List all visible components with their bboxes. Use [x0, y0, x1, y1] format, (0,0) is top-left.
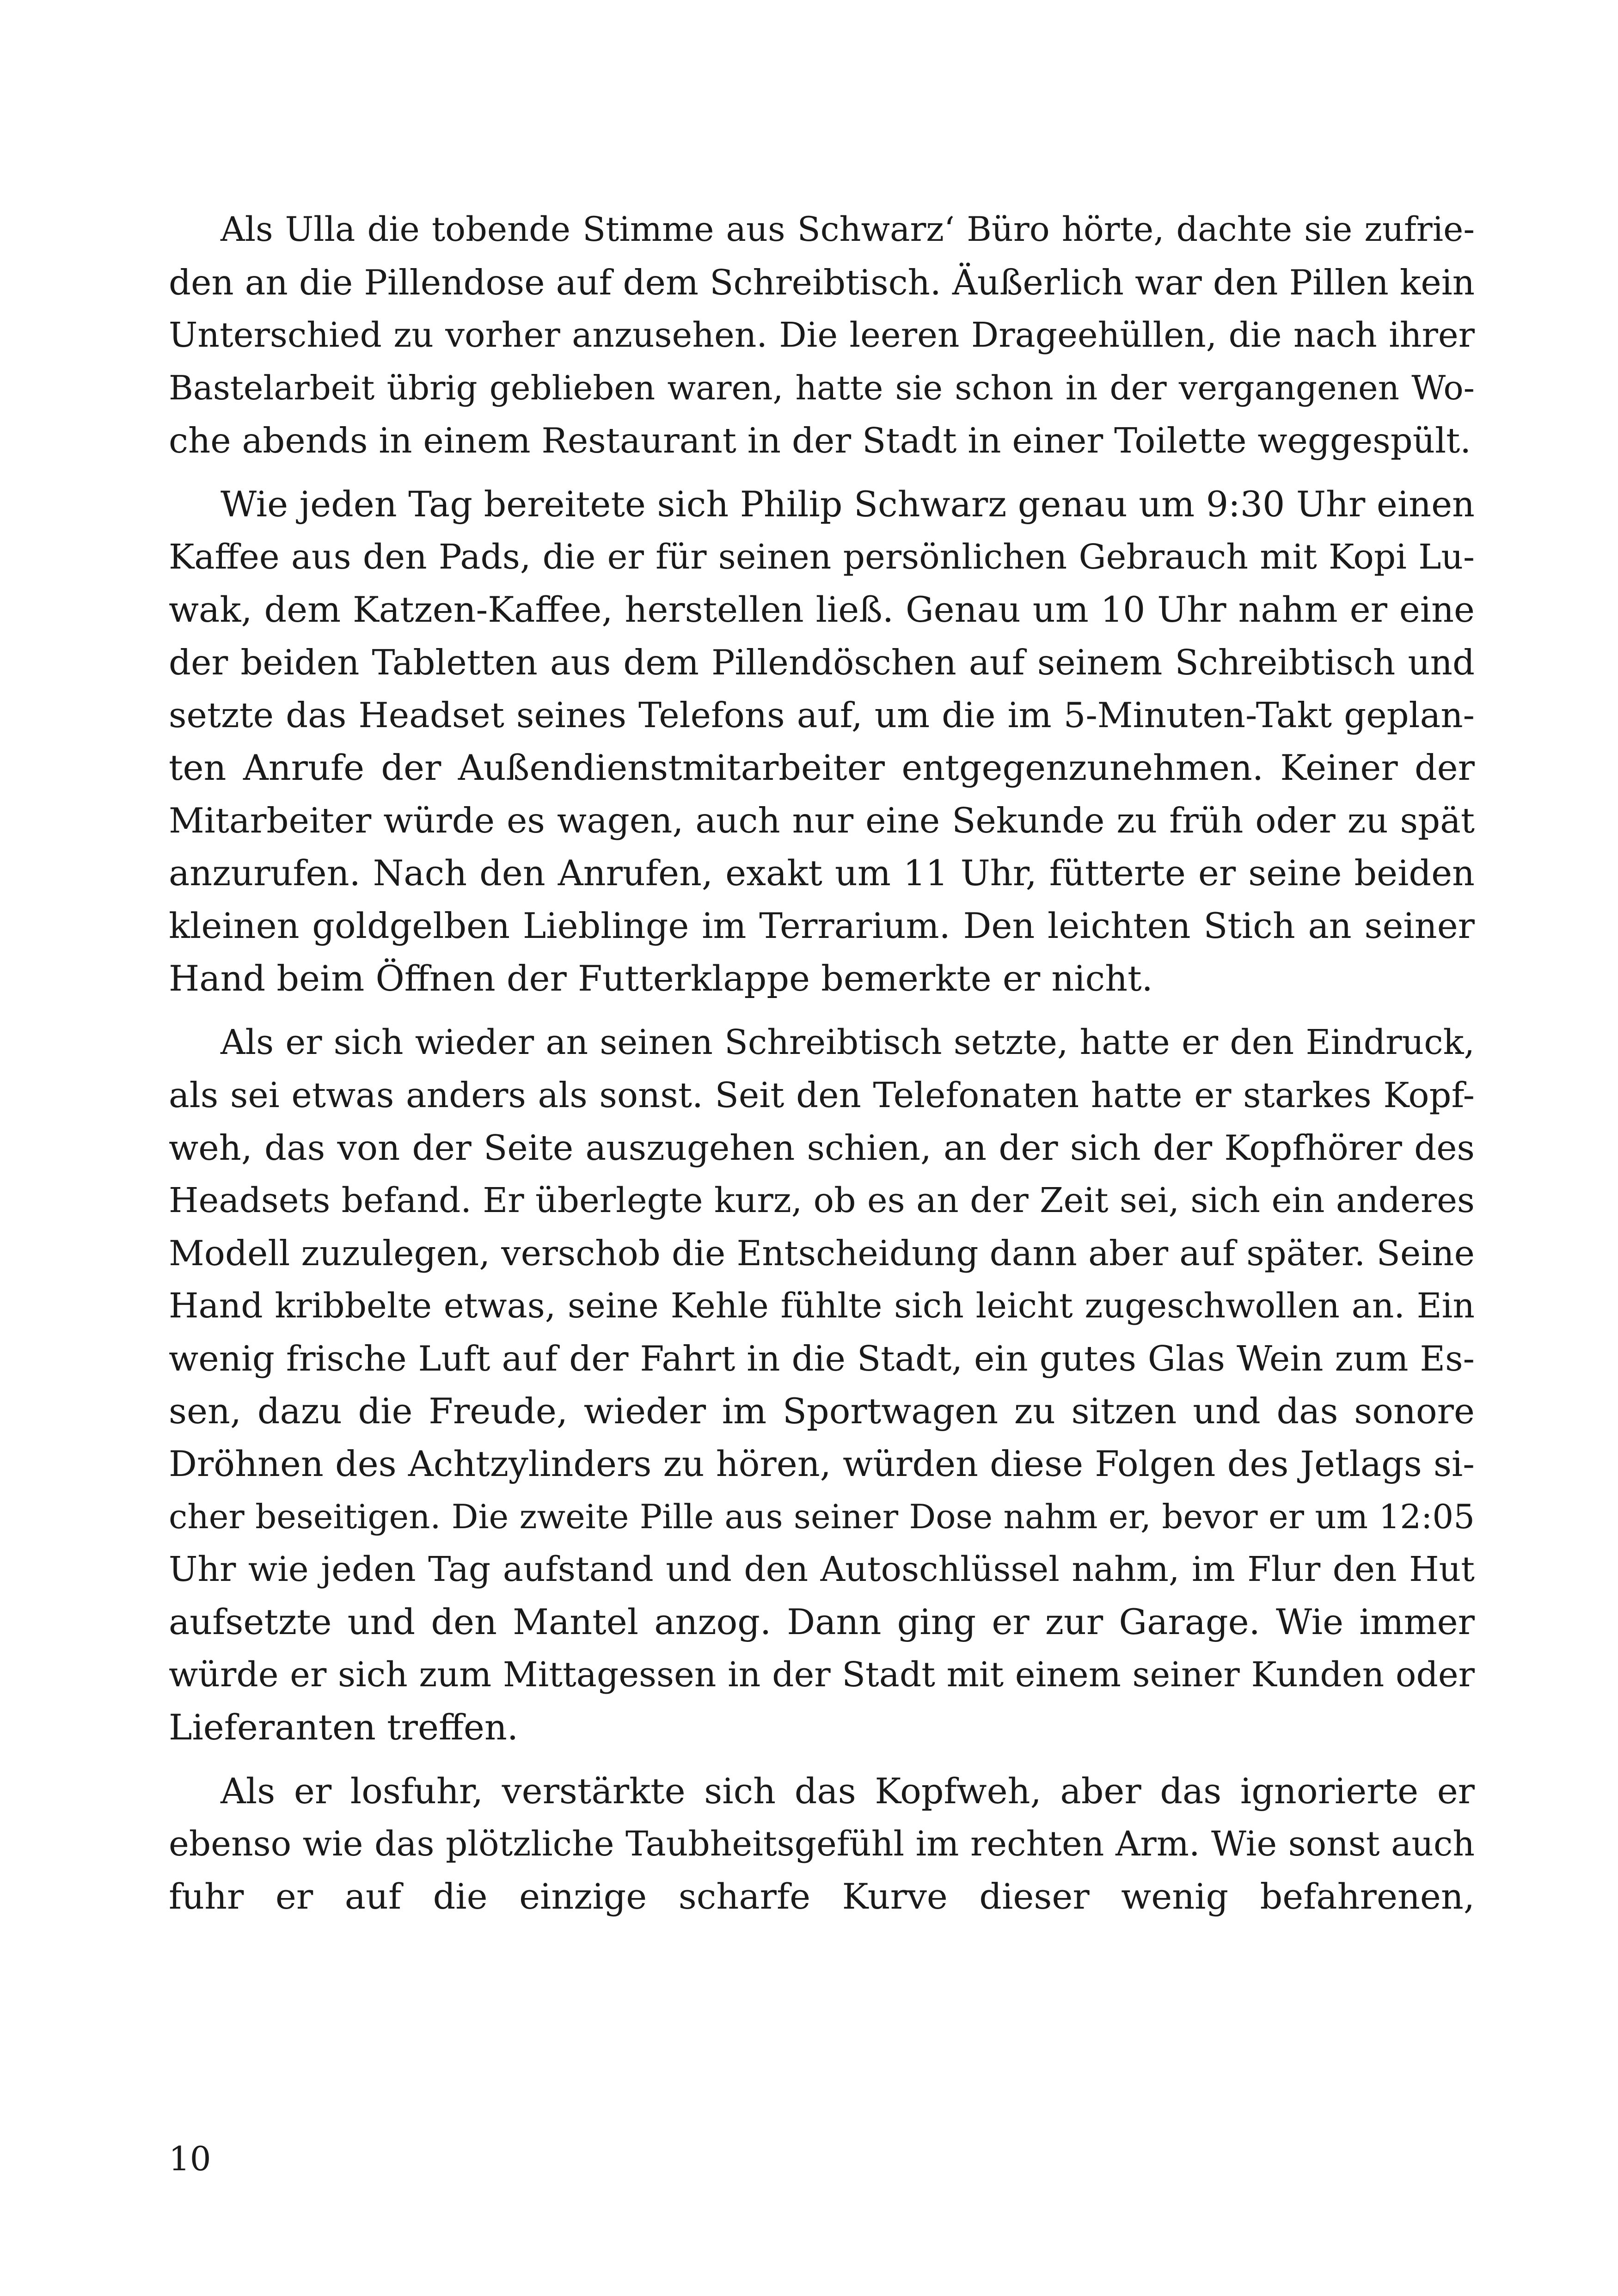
paragraph-3	[169, 1016, 1475, 1754]
text-line: wenig frische Luft auf der Fahrt in die Stadt, ein gutes Glas Wein zum Es-	[169, 1338, 1475, 1379]
text-line: Wie jeden Tag bereitete sich Philip Schwarz genau um 9:30 Uhr einen	[221, 484, 1475, 525]
text-line: wak, dem Katzen-Kaffee, herstellen ließ. Genau um 10 Uhr nahm er eine	[169, 589, 1475, 630]
text-line: den an die Pillendose auf dem Schreibtisch. Äußerlich war den Pillen kein	[169, 262, 1475, 303]
text-line: setzte das Headset seines Telefons auf, um die im 5-Minuten-Takt geplan-	[169, 695, 1475, 735]
text-line: Uhr wie jeden Tag aufstand und den Autoschlüssel nahm, im Flur den Hut	[169, 1549, 1475, 1589]
text-line: Dröhnen des Achtzylinders zu hören, würden diese Folgen des Jetlags si-	[169, 1443, 1475, 1484]
text-line: würde er sich zum Mittagessen in der Stadt mit einem seiner Kunden oder	[169, 1655, 1475, 1695]
text-line: Als er sich wieder an seinen Schreibtisch setzte, hatte er den Eindruck,	[221, 1022, 1475, 1062]
text-line: Kaffee aus den Pads, die er für seinen persönlichen Gebrauch mit Kopi Lu-	[169, 537, 1475, 577]
text-line: Lieferanten treffen.	[169, 1707, 518, 1748]
text-line: ebenso wie das plötzliche Taubheitsgefühl im rechten Arm. Wie sonst auch	[169, 1824, 1475, 1864]
text-line: Hand beim Öffnen der Futterklappe bemerkte er nicht.	[169, 958, 1153, 999]
text-line: fuhr er auf die einzige scharfe Kurve dieser wenig befahrenen,	[169, 1876, 1475, 1917]
text-line: aufsetzte und den Mantel anzog. Dann ging er zur Garage. Wie immer	[169, 1601, 1475, 1642]
paragraph-4	[169, 1765, 1475, 1923]
text-line: Modell zuzulegen, verschob die Entscheidung dann aber auf später. Seine	[169, 1233, 1475, 1274]
page-number: 10	[169, 2139, 211, 2178]
text-line: Mitarbeiter würde es wagen, auch nur eine Sekunde zu früh oder zu spät	[169, 800, 1475, 841]
body-text	[169, 203, 1475, 1923]
text-line: Unterschied zu vorher anzusehen. Die leeren Drageehüllen, die nach ihrer	[169, 315, 1475, 355]
text-line: weh, das von der Seite auszugehen schien, an der sich der Kopfhörer des	[169, 1127, 1475, 1168]
text-line: sen, dazu die Freude, wieder im Sportwagen zu sitzen und das sonore	[169, 1390, 1475, 1432]
text-line: als sei etwas anders als sonst. Seit den Telefonaten hatte er starkes Kopf-	[169, 1075, 1475, 1115]
text-line: Bastelarbeit übrig geblieben waren, hatte sie schon in der vergangenen Wo-	[169, 368, 1475, 407]
text-line: cher beseitigen. Die zweite Pille aus seiner Dose nahm er, bevor er um 12:05	[169, 1497, 1475, 1536]
paragraph-1	[169, 203, 1475, 467]
text-line: der beiden Tabletten aus dem Pillendöschen auf seinem Schreibtisch und	[169, 642, 1475, 683]
paragraph-2	[169, 478, 1475, 1005]
text-line: anzurufen. Nach den Anrufen, exakt um 11 Uhr, fütterte er seine beiden	[169, 852, 1475, 894]
text-line: Als Ulla die tobende Stimme aus Schwarz‘ Büro hörte, dachte sie zufrie-	[221, 210, 1475, 249]
text-line: che abends in einem Restaurant in der Stadt in einer Toilette weggespült.	[169, 420, 1471, 461]
text-line: kleinen goldgelben Lieblinge im Terrarium. Den leichten Stich an seiner	[169, 905, 1475, 946]
text-line: Hand kribbelte etwas, seine Kehle fühlte sich leicht zugeschwollen an. Ein	[169, 1286, 1475, 1326]
text-line: Als er losfuhr, verstärkte sich das Kopfweh, aber das ignorierte er	[221, 1770, 1475, 1812]
text-line: Headsets befand. Er überlegte kurz, ob es an der Zeit sei, sich ein anderes	[169, 1181, 1475, 1220]
text-line: ten Anrufe der Außendienstmitarbeiter entgegenzunehmen. Keiner der	[169, 747, 1475, 788]
